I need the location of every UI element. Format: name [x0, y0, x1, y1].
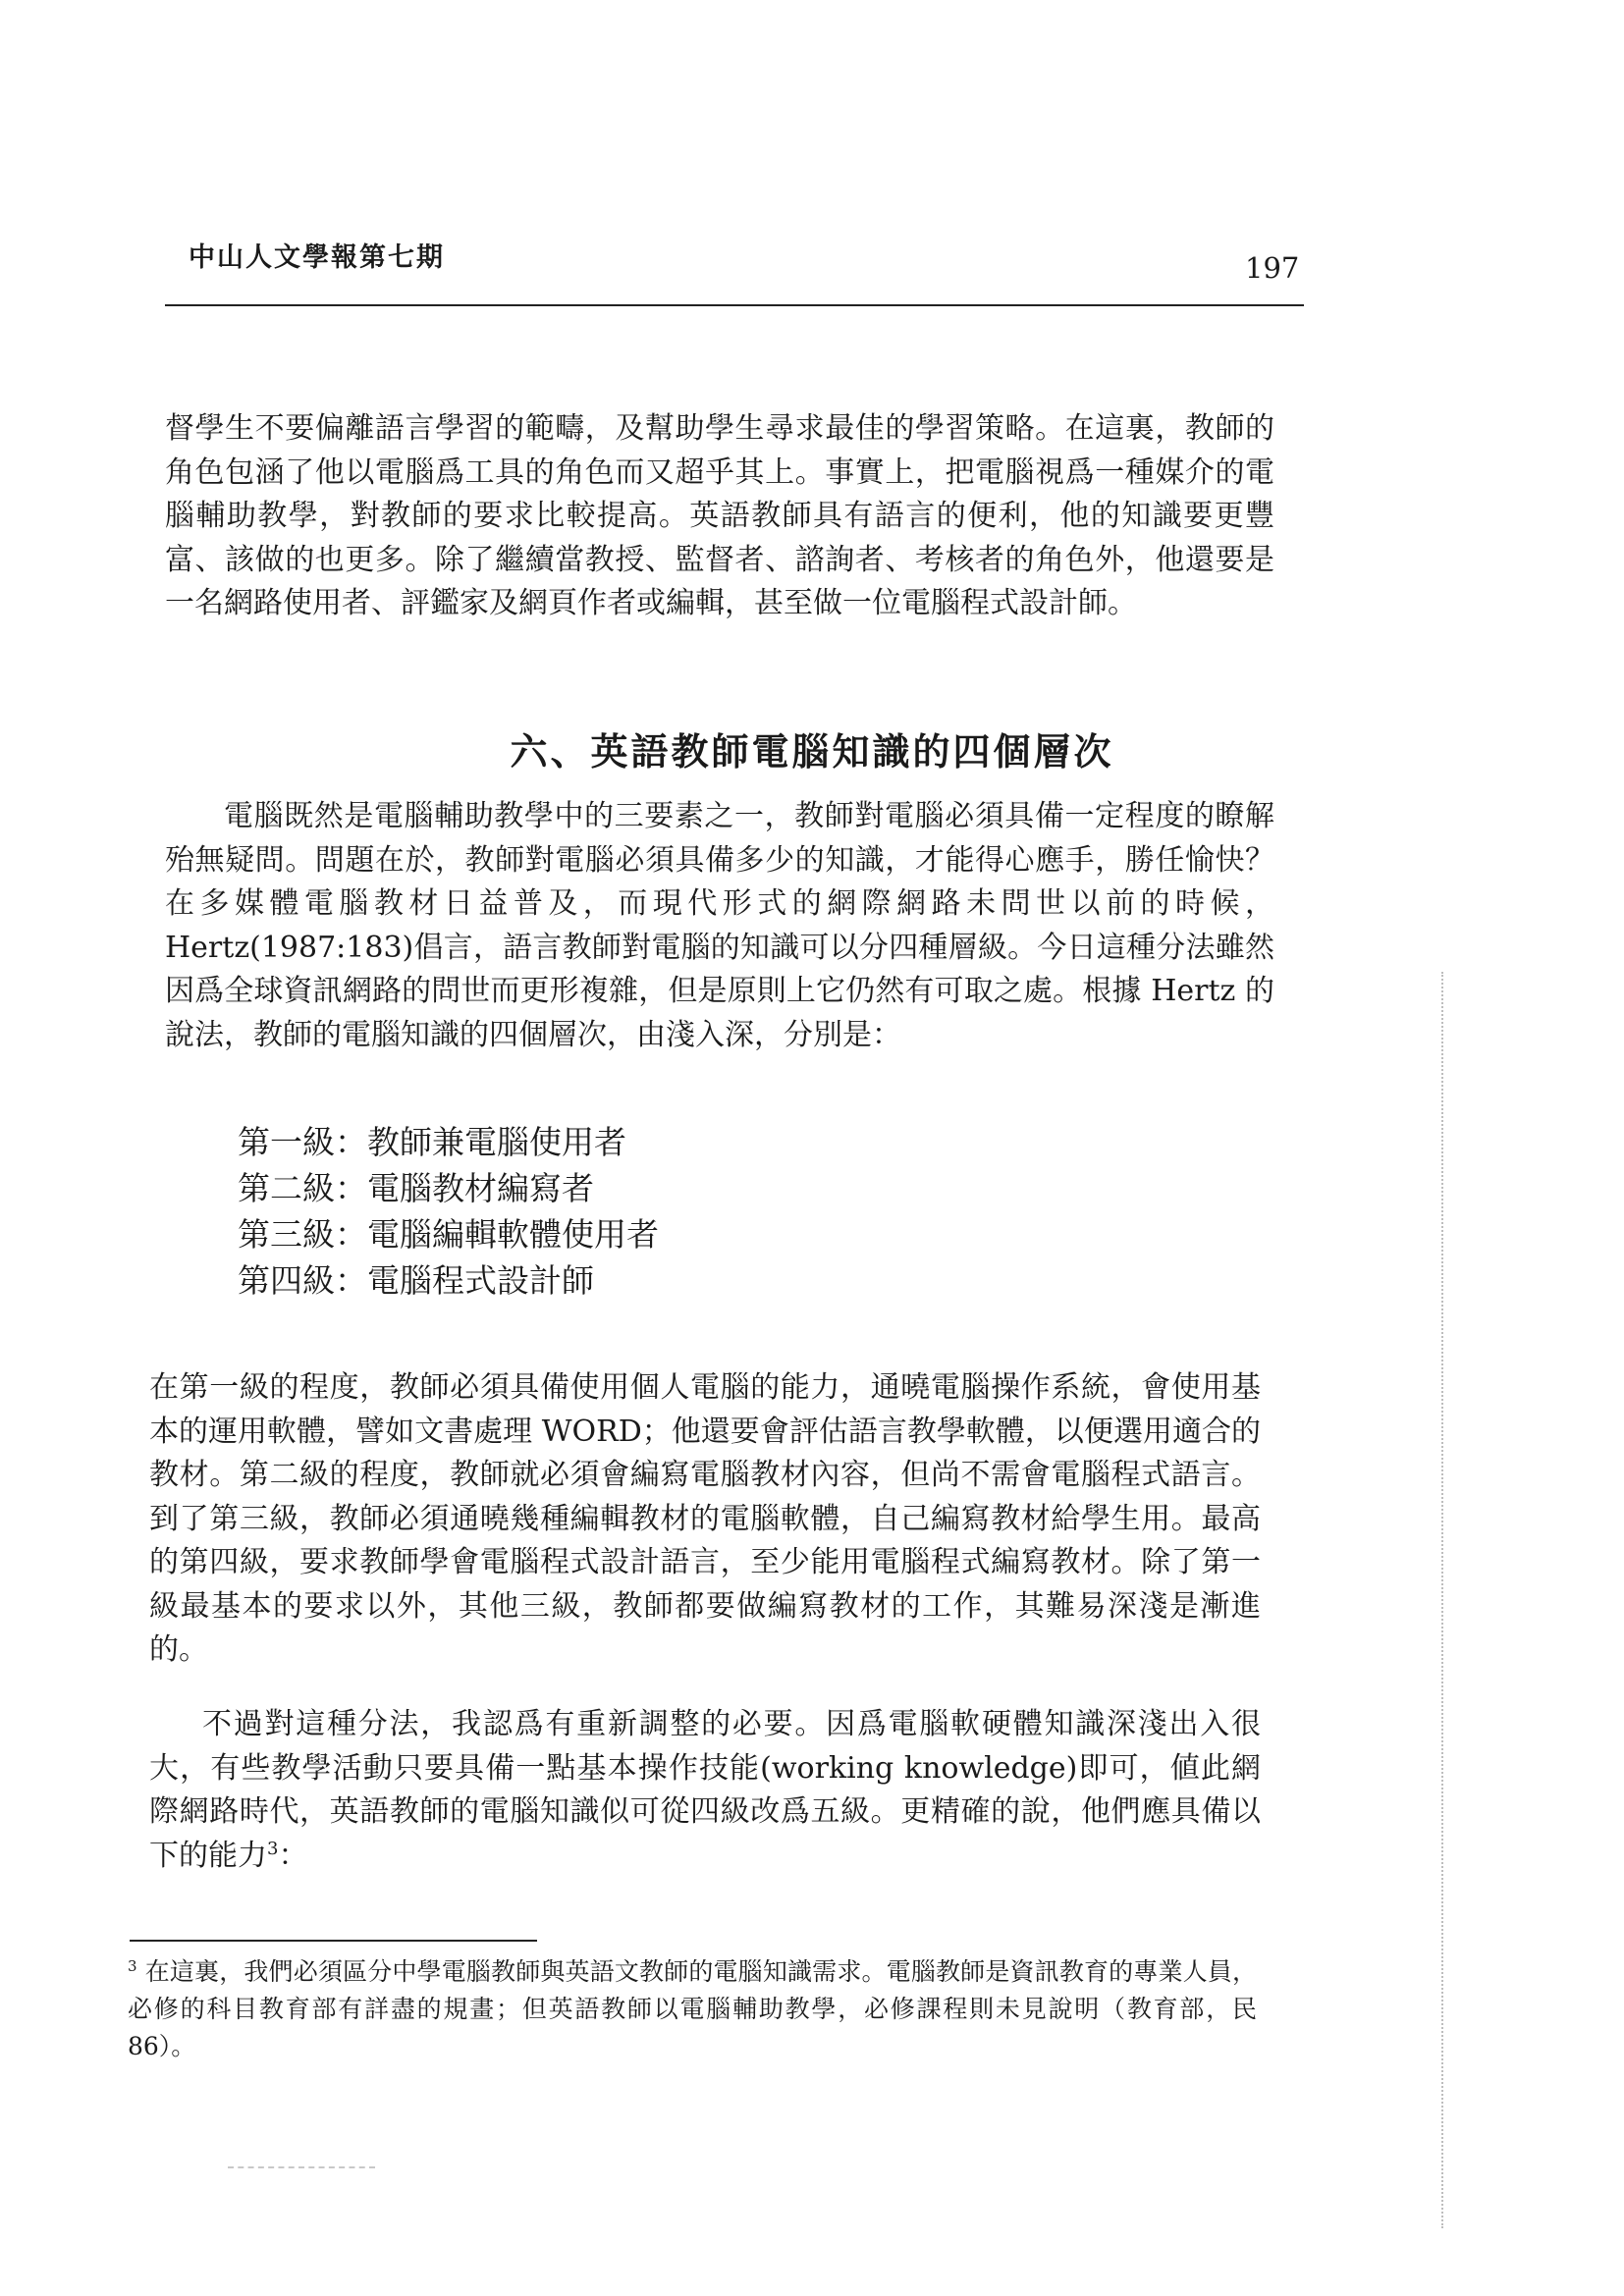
paragraph-4-end: ：: [278, 1838, 308, 1873]
paragraph-4-text: 不過對這種分法，我認爲有重新調整的必要。因爲電腦軟硬體知識深淺出入很大，有些教學活動只要具備一點基本操作技能(working knowledge)即可，値此網際網路時代，英語教師的電腦知識似可從四級改爲五級。更精確的說，他們應具備以下的能力: [149, 1707, 1261, 1873]
level-item: 第一級：教師兼電腦使用者: [238, 1123, 626, 1161]
scan-speck: [228, 2166, 375, 2168]
paragraph-2: 電腦既然是電腦輔助教學中的三要素之一，教師對電腦必須具備一定程度的瞭解殆無疑問。問題在於，教師對電腦必須具備多少的知識，才能得心應手，勝任愉快？在多媒體電腦教材日益普及，而現代形式的網際網路未問世以前的時候，Hertz(1987:183)倡言，語言教師對電腦的知識可以分四種層級。今日這種分法雖然因爲全球資訊網路的問世而更形複雜，但是原則上它仍然有可取之處。根據 Hertz 的說法，教師的電腦知識的四個層次，由淺入深，分別是：: [165, 799, 1274, 1052]
level-list: [238, 1119, 659, 1304]
footnote: [128, 1953, 1257, 2065]
level-item: 第四級：電腦程式設計師: [238, 1261, 594, 1300]
page-number: 197: [1245, 251, 1300, 285]
footnote-text: 在這裏，我們必須區分中學電腦教師與英語文教師的電腦知識需求。電腦教師是資訊教育的專業人員，必修的科目教育部有詳盡的規畫；但英語教師以電腦輔助教學，必修課程則未見說明（教育部，民 86）。: [128, 1957, 1257, 2060]
running-head: 中山人文學報第七期: [189, 242, 445, 273]
footnote-rule: [130, 1940, 537, 1942]
level-item: 第三級：電腦編輯軟體使用者: [238, 1215, 659, 1254]
section-title: 六、英語教師電腦知識的四個層次: [510, 730, 1114, 774]
header-rule: [165, 304, 1304, 306]
paragraph-3: 在第一級的程度，教師必須具備使用個人電腦的能力，通曉電腦操作系統，會使用基本的運用軟體，譬如文書處理 WORD；他還要會評估語言教學軟體，以便選用適合的教材。第二級的程度，教師就必須會編寫電腦教材內容，但尚不需會電腦程式語言。到了第三級，教師必須通曉幾種編輯教材的電腦軟體，自己編寫教材給學生用。最高的第四級，要求教師學會電腦程式設計語言，至少能用電腦程式編寫教材。除了第一級最基本的要求以外，其他三級，教師都要做編寫教材的工作，其難易深淺是漸進的。: [149, 1370, 1261, 1667]
footnote-marker: 3: [128, 1956, 137, 1975]
scan-edge-line: [1441, 972, 1443, 2228]
paragraph-4: [149, 1703, 1261, 1878]
paragraph-1: 督學生不要偏離語言學習的範疇，及幫助學生尋求最佳的學習策略。在這裏，教師的角色包涵了他以電腦爲工具的角色而又超乎其上。事實上，把電腦視爲一種媒介的電腦輔助教學，對教師的要求比較提高。英語教師具有語言的便利，他的知識要更豐富、該做的也更多。除了繼續當教授、監督者、諮詢者、考核者的角色外，他還要是一名網路使用者、評鑑家及網頁作者或編輯，甚至做一位電腦程式設計師。: [165, 411, 1274, 620]
level-item: 第二級：電腦教材編寫者: [238, 1169, 594, 1207]
footnote-reference: 3: [267, 1838, 279, 1859]
